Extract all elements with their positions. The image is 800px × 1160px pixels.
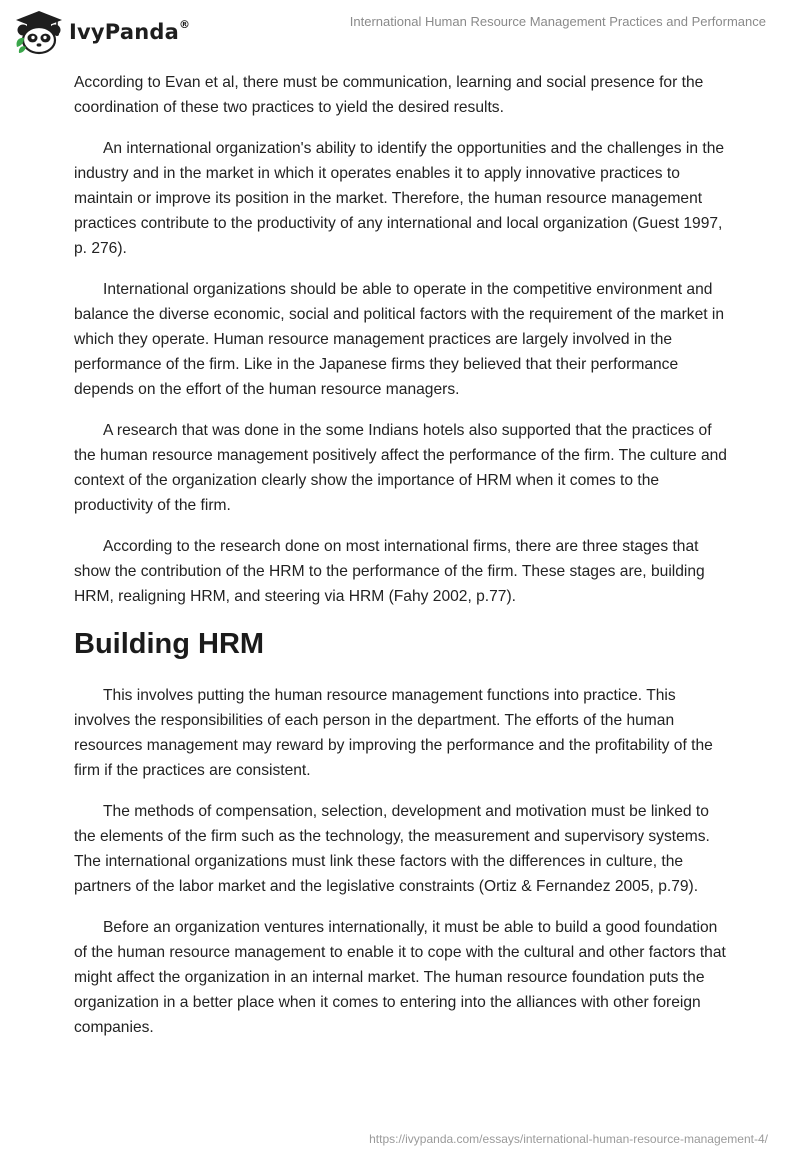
- ivypanda-logo[interactable]: [14, 9, 190, 55]
- paragraph: According to Evan et al, there must be communication, learning and social presence for the coordination of these two practices to yield the desired results.: [74, 74, 704, 116]
- logo-text: IvyPanda: [69, 20, 179, 44]
- section-heading: Building HRM: [74, 628, 265, 660]
- document-title: International Human Resource Management Practices and Performance: [349, 14, 766, 29]
- paragraph: Before an organization ventures internationally, it must be able to build a good foundation of the human resource management to enable it to cope with the cultural and other factors that might affect the organization in an internal market. The human resource foundation puts the organization in a better place when it comes to entering into the alliances with other foreign companies.: [74, 919, 726, 1036]
- source-url[interactable]: https://ivypanda.com/essays/international-human-resource-management-4/: [369, 1132, 768, 1146]
- paragraph: An international organization's ability to identify the opportunities and the challenges in the industry and in the market in which it operates enables it to apply innovative practices to maintain or improve its position in the market. Therefore, the human resource management practices contribute to the productivity of any international and local organization (Guest 1997, p. 276).: [74, 140, 725, 257]
- paragraph: The methods of compensation, selection, development and motivation must be linked to the elements of the firm such as the technology, the measurement and supervisory systems. The international organizations must link these factors with the differences in culture, the partners of the labor market and the legislative constraints (Ortiz & Fernandez 2005, p.79).: [74, 803, 710, 895]
- panda-graduate-icon: [14, 9, 64, 55]
- page-header: [0, 0, 800, 64]
- paragraph: According to the research done on most international firms, there are three stages that show the contribution of the HRM to the performance of the firm. These stages are, building HRM, realigning HRM, and steering via HRM (Fahy 2002, p.77).: [74, 538, 705, 605]
- essay-body: [74, 70, 734, 1056]
- paragraph: A research that was done in the some Indians hotels also supported that the practices of the human resource management positively affect the performance of the firm. The culture and context of the organization clearly show the importance of HRM when it comes to the productivity of the firm.: [74, 422, 727, 514]
- paragraph: This involves putting the human resource management functions into practice. This involves the responsibilities of each person in the department. The efforts of the human resources management may reward by improving the performance and the profitability of the firm if the practices are consistent.: [74, 687, 713, 779]
- paragraph: International organizations should be able to operate in the competitive environment and balance the diverse economic, social and political factors with the requirement of the market in which they operate. Human resource management practices are largely involved in the performance of the firm. Like in the Japanese firms they believed that their performance depends on the effort of the human resource managers.: [74, 281, 725, 398]
- logo-wordmark: [69, 20, 190, 44]
- registered-mark: ®: [178, 18, 191, 31]
